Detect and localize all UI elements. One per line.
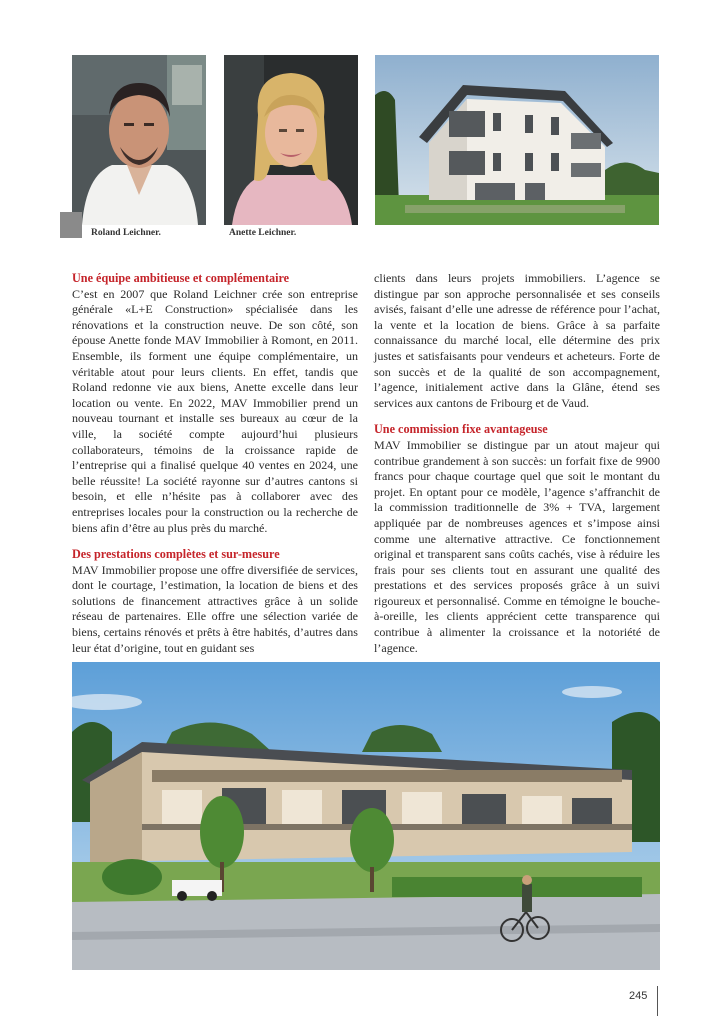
column-right xyxy=(374,271,660,656)
paragraph-clients: clients dans leurs projets immobiliers. L’agence se distingue par son approche personnalisée et ses conseils avisés, faisant d’elle une adresse de référence pour l’achat, la vente et la location de biens. Grâce à sa parfaite connaissance du marché local, elle détermine des prix justes et satisfaisants pour vendeurs et acheteurs. Forte de son succès et de la qualité de son accompagnement, l’agence, initialement active dans la Glâne, étend ses services aux cantons de Fribourg et de Vaud. xyxy=(374,271,660,410)
heading-commission: Une commission fixe avantageuse xyxy=(374,422,548,437)
paragraph-prestations: MAV Immobilier propose une offre diversifiée de services, dont le courtage, l’estimation, la location de biens et des solutions de financement attractives grâce à un solide réseau de partenaires. Elle offre une sélection variée de biens, certains rénovés et prêts à être habités, d’autres dans leur état d’origine, tout en guidant ses xyxy=(72,562,358,655)
photo-portrait-roland-leichner xyxy=(72,55,206,225)
photo-apartment-building xyxy=(375,55,659,225)
page-number-rule xyxy=(657,986,658,1016)
decorative-gray-square xyxy=(60,212,82,238)
photo-portrait-anette-leichner xyxy=(224,55,358,225)
caption-roland: Roland Leichner. xyxy=(91,228,161,238)
heading-equipe: Une équipe ambitieuse et complémentaire xyxy=(72,271,290,285)
page-number: 245 xyxy=(629,990,648,1002)
photo-townhouse-row xyxy=(72,662,660,970)
heading-prestations: Des prestations complètes et sur-mesure xyxy=(72,547,280,562)
caption-anette: Anette Leichner. xyxy=(229,228,297,238)
column-left xyxy=(72,271,358,656)
paragraph-commission: MAV Immobilier se distingue par un atout majeur qui contribue grandement à son succès: un forfait fixe de 9900 francs pour chaque courtage quel que soit le montant du projet. En optant pour ce modèle, l’agence s’affranchit de la commission traditionnelle de 3% + TVA, largement appliquée par de nombreuses agences et s’impose ainsi comme une alternative attractive. Ce fonctionnement original et transparent sans coûts cachés, vise à réduire les frais pour ses clients tout en assurant une qualité des prestations et des services proposés grâce à un suivi rigoureux et personnalisé. Comme en témoigne le bouche-à-oreille, les clients apprécient cette transparence qui contribue à alimenter la croissance et la notoriété de l’agence. xyxy=(374,437,660,655)
paragraph-equipe: C’est en 2007 que Roland Leichner crée son entreprise générale «L+E Construction» spécialisée dans les rénovations et la construction neuve. De son côté, son épouse Anette fonde MAV Immobilier à Romont, en 2011. Ensemble, ils forment une équipe complémentaire, un véritable atout pour leurs clients. En effet, tandis que Roland redonne vie aux biens, Anette excelle dans leur location ou vente. En 2022, MAV Immobilier prend un nouveau tournant et installe ses bureaux au cœur de la ville, la société compte aujourd’hui plusieurs collaborateurs, témoins de la croissance rapide de l’entreprise qui a finalisé quelque 40 ventes en 2024, une belle réussite! La société rayonne sur d’autres cantons si besoin, et elle n’hésite pas à collaborer avec des entreprises locales pour la construction ou la recherche de biens afin d’être au plus près du marché. xyxy=(72,286,358,535)
